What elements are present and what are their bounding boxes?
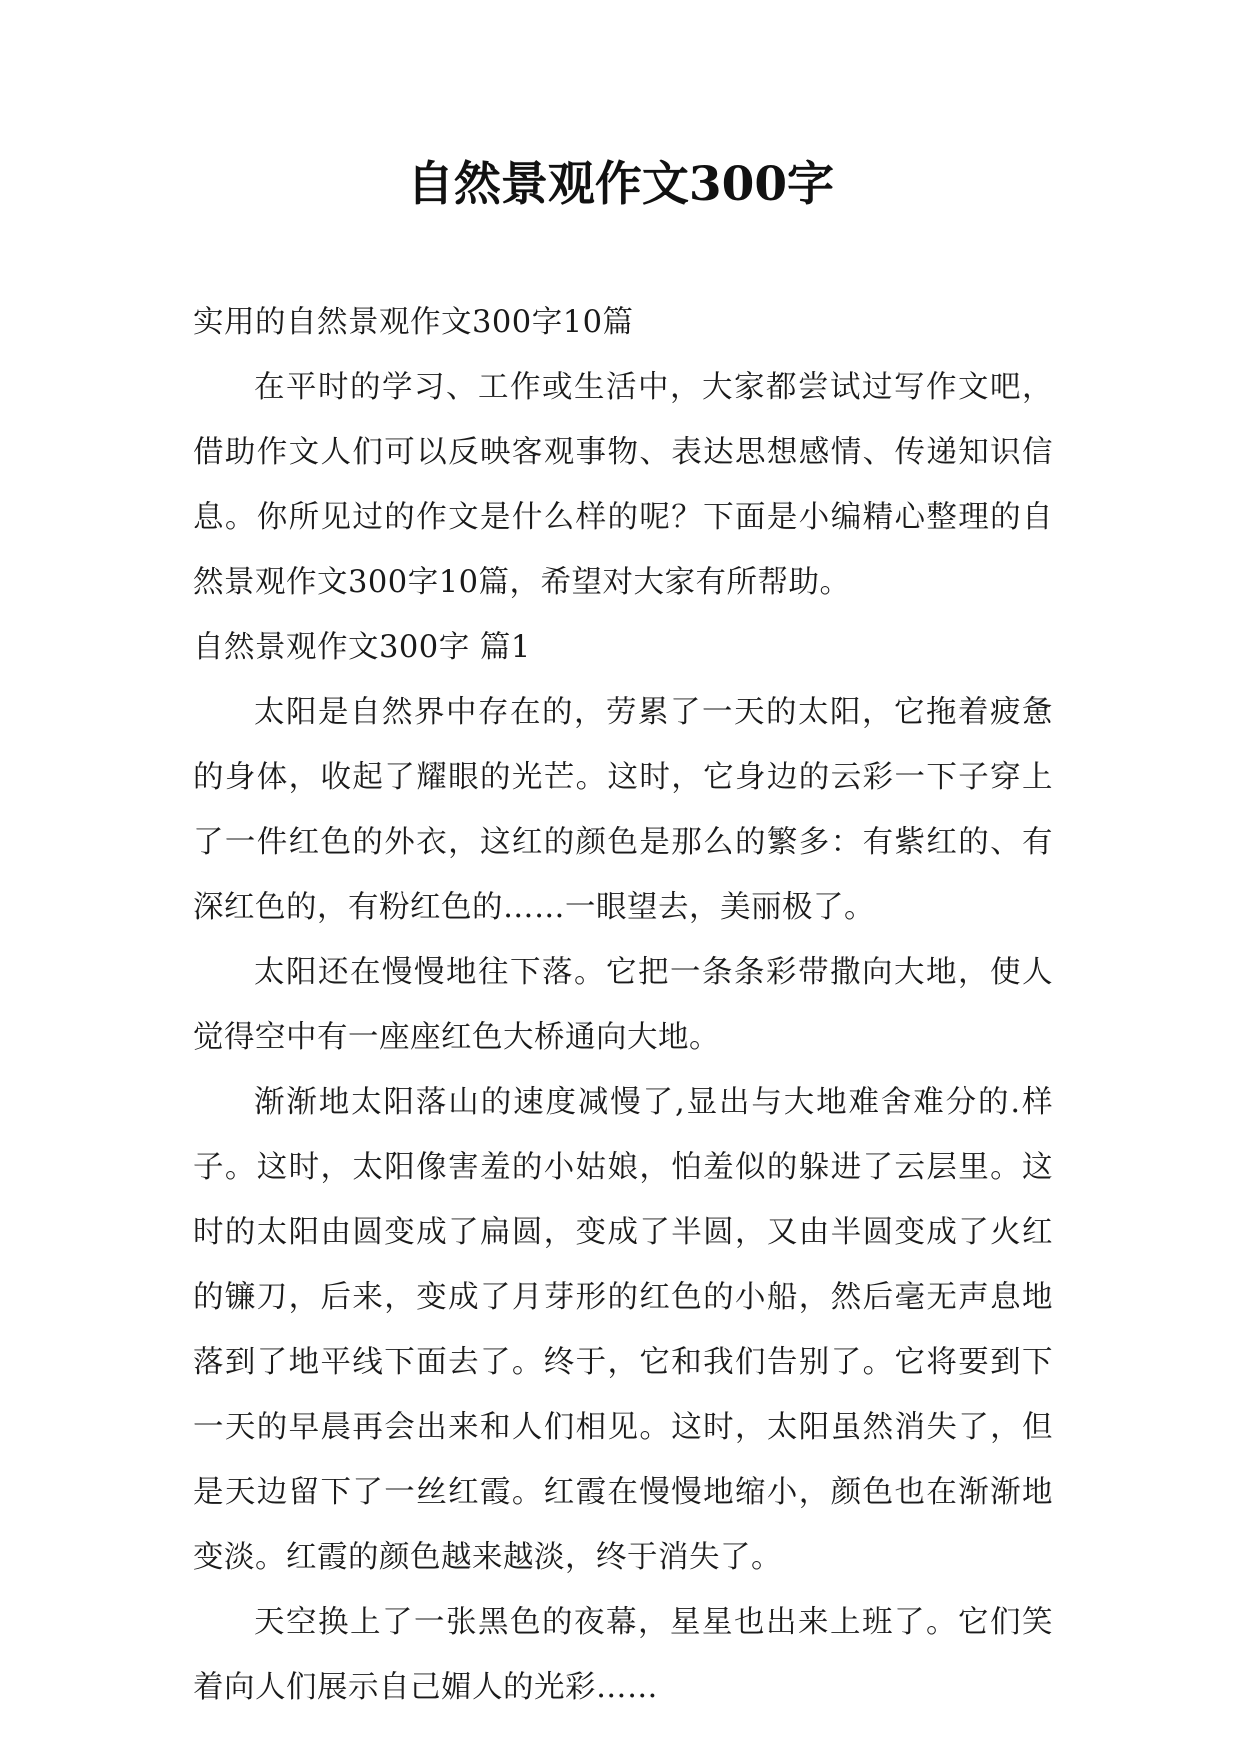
document-title: 自然景观作文300字 [406,157,835,212]
body-paragraph-1: 太阳是自然界中存在的，劳累了一天的太阳，它拖着疲惫的身体，收起了耀眼的光芒。这时，它身边的云彩一下子穿上了一件红色的外衣，这红的颜色是那么的繁多：有紫红的、有深红色的，有粉红色的……一眼望去，美丽极了。 [193,695,1053,925]
body-paragraph-2: 太阳还在慢慢地往下落。它把一条条彩带撒向大地，使人觉得空中有一座座红色大桥通向大地。 [193,955,1053,1055]
body-paragraph-4: 天空换上了一张黑色的夜幕，星星也出来上班了。它们笑着向人们展示自己媚人的光彩…… [193,1605,1053,1705]
body-paragraph-3: 渐渐地太阳落山的速度减慢了,显出与大地难舍难分的.样子。这时，太阳像害羞的小姑娘，怕羞似的躲进了云层里。这时的太阳由圆变成了扁圆，变成了半圆，又由半圆变成了火红的镰刀，后来，变成了月芽形的红色的小船，然后毫无声息地落到了地平线下面去了。终于，它和我们告别了。它将要到下一天的早晨再会出来和人们相见。这时，太阳虽然消失了，但是天边留下了一丝红霞。红霞在慢慢地缩小，颜色也在渐渐地变淡。红霞的颜色越来越淡，终于消失了。 [193,1085,1053,1575]
document-body [193,290,1053,1720]
intro-paragraph: 在平时的学习、工作或生活中，大家都尝试过写作文吧，借助作文人们可以反映客观事物、表达思想感情、传递知识信息。你所见过的作文是什么样的呢？下面是小编精心整理的自然景观作文300字10篇，希望对大家有所帮助。 [193,370,1053,600]
section-heading: 自然景观作文300字 篇1 [193,630,531,665]
document-subtitle: 实用的自然景观作文300字10篇 [193,305,634,340]
